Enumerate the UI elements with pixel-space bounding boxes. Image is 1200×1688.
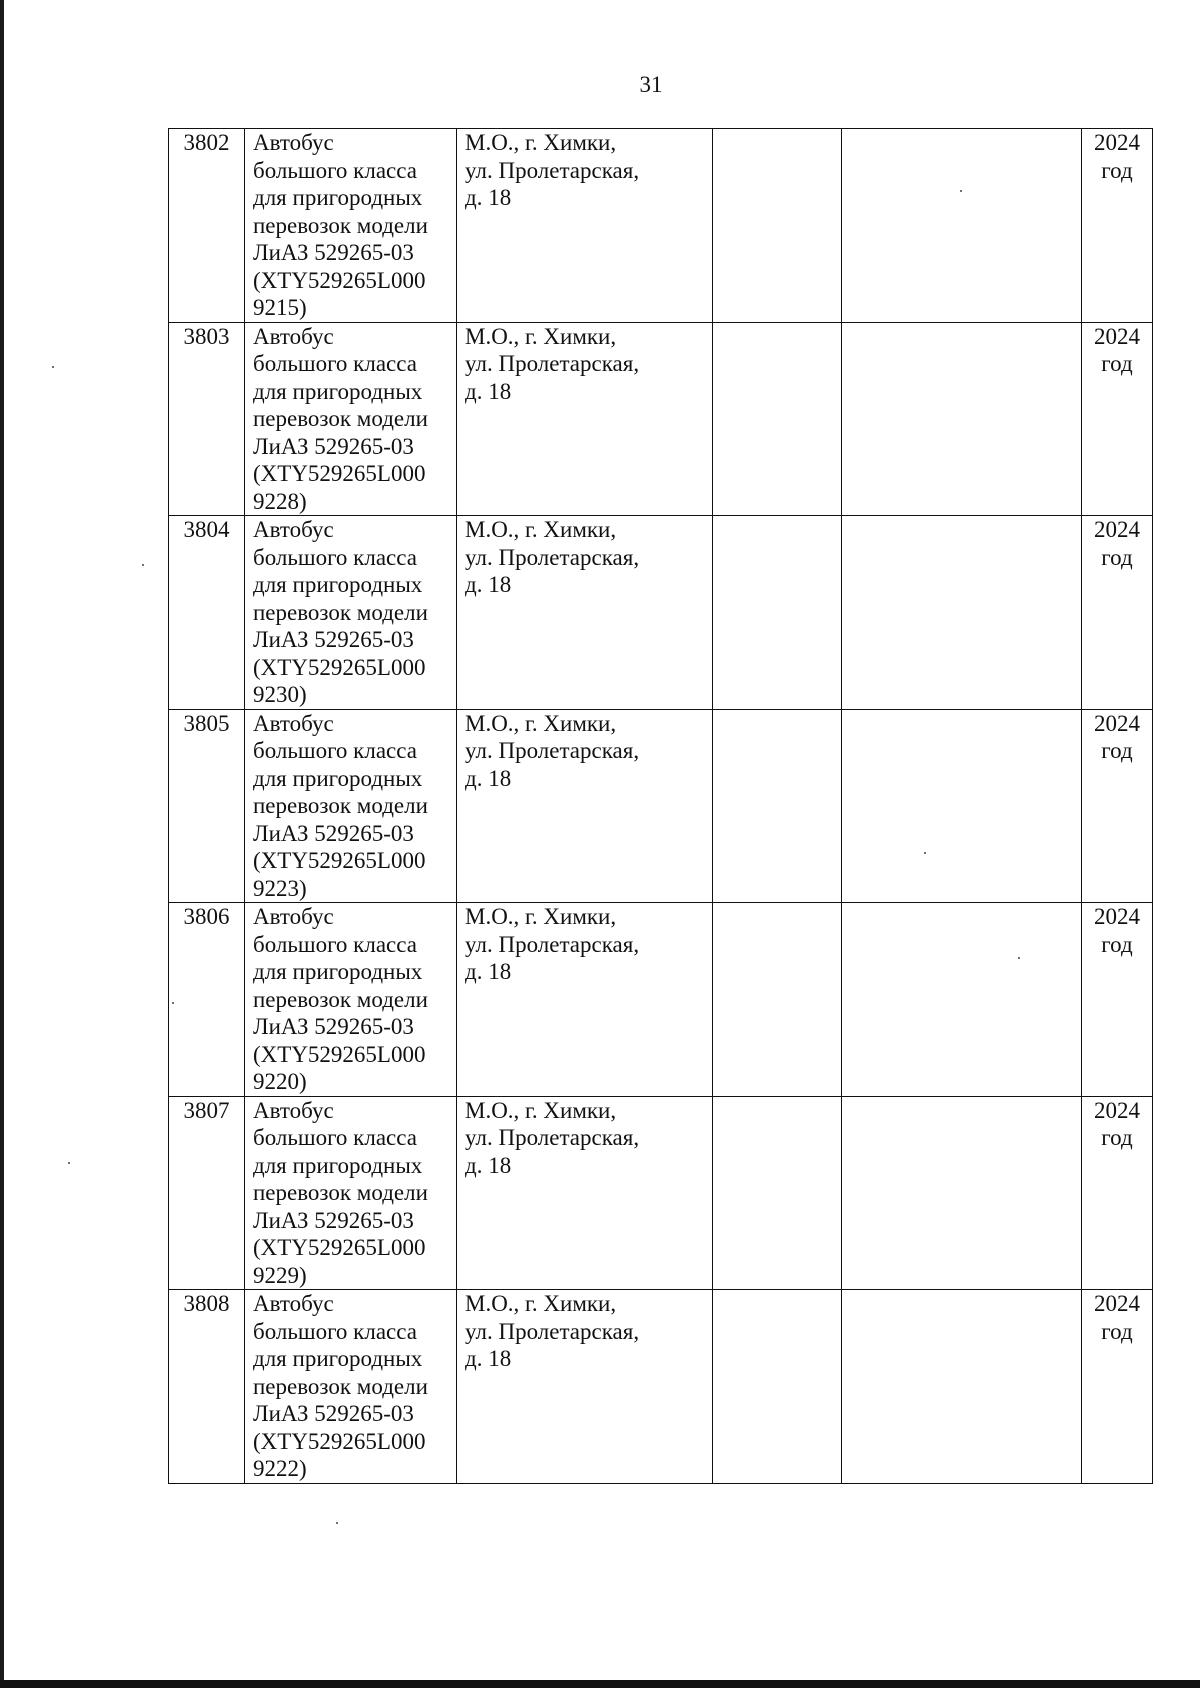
row-number: 3804: [169, 516, 245, 710]
table-row: [169, 709, 1153, 903]
scan-speck: [1018, 957, 1020, 959]
vehicle-address: М.О., г. Химки, ул. Пролетарская, д. 18: [457, 903, 713, 1097]
empty-cell: [713, 709, 842, 903]
empty-cell: [713, 1290, 842, 1484]
empty-cell: [842, 1096, 1082, 1290]
empty-cell: [842, 322, 1082, 516]
vehicle-address: М.О., г. Химки, ул. Пролетарская, д. 18: [457, 1290, 713, 1484]
empty-cell: [842, 903, 1082, 1097]
empty-cell: [842, 709, 1082, 903]
vehicle-year: 2024 год: [1082, 1096, 1153, 1290]
table-row: [169, 1290, 1153, 1484]
scan-speck: [924, 852, 926, 854]
vehicle-year: 2024 год: [1082, 516, 1153, 710]
vehicle-year: 2024 год: [1082, 129, 1153, 323]
vehicle-name: Автобус большого класса для пригородных перевозок модели ЛиАЗ 529265-03 (XTY529265L000 9215): [245, 129, 457, 323]
vehicle-name: Автобус большого класса для пригородных перевозок модели ЛиАЗ 529265-03 (XTY529265L000 9220): [245, 903, 457, 1097]
vehicle-name: Автобус большого класса для пригородных перевозок модели ЛиАЗ 529265-03 (XTY529265L000 9228): [245, 322, 457, 516]
empty-cell: [842, 516, 1082, 710]
row-number: 3802: [169, 129, 245, 323]
row-number: 3808: [169, 1290, 245, 1484]
vehicle-year: 2024 год: [1082, 322, 1153, 516]
scan-speck: [172, 1002, 174, 1004]
empty-cell: [842, 129, 1082, 323]
table-row: [169, 903, 1153, 1097]
vehicle-address: М.О., г. Химки, ул. Пролетарская, д. 18: [457, 516, 713, 710]
empty-cell: [842, 1290, 1082, 1484]
row-number: 3807: [169, 1096, 245, 1290]
table-row: [169, 129, 1153, 323]
vehicle-address: М.О., г. Химки, ул. Пролетарская, д. 18: [457, 709, 713, 903]
vehicle-name: Автобус большого класса для пригородных перевозок модели ЛиАЗ 529265-03 (XTY529265L000 9229): [245, 1096, 457, 1290]
vehicle-registry-table: [168, 128, 1153, 1484]
vehicle-address: М.О., г. Химки, ул. Пролетарская, д. 18: [457, 1096, 713, 1290]
table-row: [169, 516, 1153, 710]
scan-edge-left: [0, 0, 4, 1688]
scan-speck: [68, 1162, 70, 1164]
empty-cell: [713, 1096, 842, 1290]
vehicle-name: Автобус большого класса для пригородных перевозок модели ЛиАЗ 529265-03 (XTY529265L000 9223): [245, 709, 457, 903]
scan-speck: [52, 366, 54, 368]
vehicle-year: 2024 год: [1082, 709, 1153, 903]
vehicle-name: Автобус большого класса для пригородных перевозок модели ЛиАЗ 529265-03 (XTY529265L000 9222): [245, 1290, 457, 1484]
empty-cell: [713, 129, 842, 323]
vehicle-address: М.О., г. Химки, ул. Пролетарская, д. 18: [457, 322, 713, 516]
row-number: 3805: [169, 709, 245, 903]
vehicle-year: 2024 год: [1082, 1290, 1153, 1484]
scan-speck: [960, 190, 962, 192]
vehicle-year: 2024 год: [1082, 903, 1153, 1097]
vehicle-name: Автобус большого класса для пригородных перевозок модели ЛиАЗ 529265-03 (XTY529265L000 9230): [245, 516, 457, 710]
empty-cell: [713, 903, 842, 1097]
table-row: [169, 1096, 1153, 1290]
scan-speck: [142, 564, 144, 566]
vehicle-address: М.О., г. Химки, ул. Пролетарская, д. 18: [457, 129, 713, 323]
page-number: 31: [639, 72, 663, 97]
empty-cell: [713, 516, 842, 710]
scan-speck: [336, 1522, 338, 1524]
row-number: 3806: [169, 903, 245, 1097]
row-number: 3803: [169, 322, 245, 516]
scan-edge-bottom: [0, 1680, 1200, 1688]
table-row: [169, 322, 1153, 516]
empty-cell: [713, 322, 842, 516]
